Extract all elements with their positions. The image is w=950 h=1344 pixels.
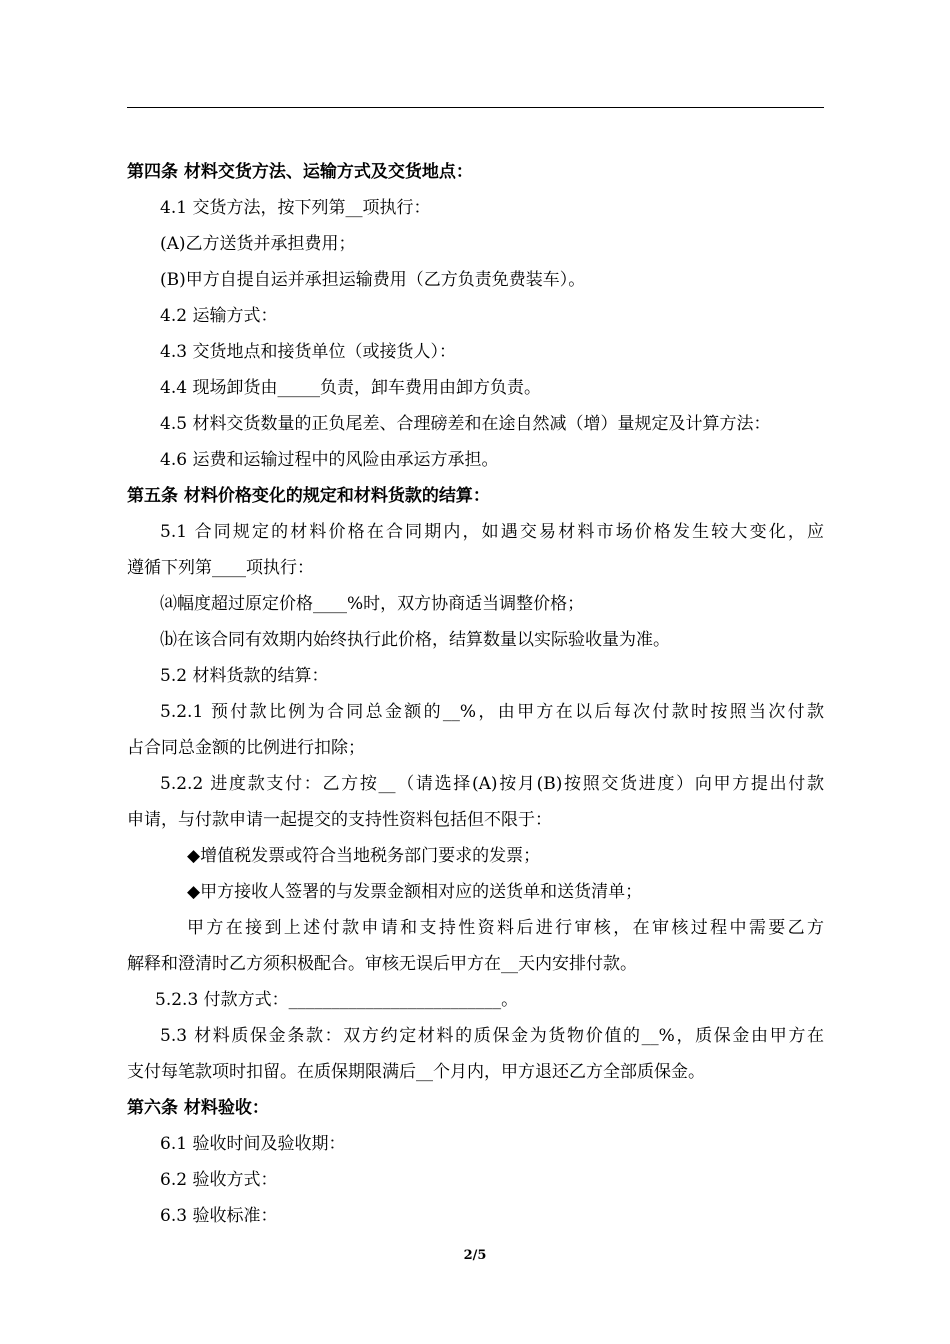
page-number: 2/5 <box>463 1248 487 1263</box>
clause-5-3-cont: 支付每笔款项时扣留。在质保期限满后__个月内，甲方退还乙方全部质保金。 <box>127 1062 705 1082</box>
clause-5-2-1: 5.2.1 预付款比例为合同总金额的__%，由甲方在以后每次付款时按照当次付款 <box>160 702 824 722</box>
clause-5-1: 5.1 合同规定的材料价格在合同期内，如遇交易材料市场价格发生较大变化，应 <box>160 522 824 542</box>
clause-5-3: 5.3 材料质保金条款：双方约定材料的质保金为货物价值的__%，质保金由甲方在 <box>160 1026 824 1046</box>
option-a: (A)乙方送货并承担费用； <box>160 234 356 254</box>
clause-5-2-3: 5.2.3 付款方式：_________________________。 <box>155 990 519 1010</box>
clause-5-1-cont: 遵循下列第____项执行： <box>127 558 314 578</box>
clause-5-2-2: 5.2.2 进度款支付：乙方按__（请选择(A)按月(B)按照交货进度）向甲方提出付款 <box>160 774 824 794</box>
clause-4-3: 4.3 交货地点和接货单位（或接货人）： <box>160 342 456 362</box>
option-5-b: ⒝在该合同有效期内始终执行此价格，结算数量以实际验收量为准。 <box>160 630 670 650</box>
clause-6-2: 6.2 验收方式： <box>160 1170 278 1190</box>
clause-5-2: 5.2 材料货款的结算： <box>160 666 329 686</box>
section-5-heading: 第五条 材料价格变化的规定和材料货款的结算： <box>127 486 490 506</box>
clause-6-3: 6.3 验收标准： <box>160 1206 278 1226</box>
clause-4-4: 4.4 现场卸货由_____负责，卸车费用由卸方负责。 <box>160 378 541 398</box>
section-6-heading: 第六条 材料验收： <box>127 1098 269 1118</box>
clause-5-2-2-cont: 申请，与付款申请一起提交的支持性资料包括但不限于： <box>127 810 552 830</box>
option-5-a: ⒜幅度超过原定价格____%时，双方协商适当调整价格； <box>160 594 585 614</box>
clause-4-6: 4.6 运费和运输过程中的风险由承运方承担。 <box>160 450 499 470</box>
clause-5-2-1-cont: 占合同总金额的比例进行扣除； <box>127 738 365 758</box>
bullet-delivery-note: ◆甲方接收人签署的与发票金额相对应的送货单和送货清单； <box>187 882 643 902</box>
header-rule <box>127 107 824 108</box>
bullet-invoice: ◆增值税发票或符合当地税务部门要求的发票； <box>187 846 541 866</box>
clause-4-2: 4.2 运输方式： <box>160 306 278 326</box>
section-4-heading: 第四条 材料交货方法、运输方式及交货地点： <box>127 162 473 182</box>
clause-4-1: 4.1 交货方法，按下列第__项执行： <box>160 198 431 218</box>
review-paragraph: 甲方在接到上述付款申请和支持性资料后进行审核，在审核过程中需要乙方 <box>187 918 824 938</box>
review-paragraph-cont: 解释和澄清时乙方须积极配合。审核无误后甲方在__天内安排付款。 <box>127 954 637 974</box>
clause-4-5: 4.5 材料交货数量的正负尾差、合理磅差和在途自然减（增）量规定及计算方法： <box>160 414 771 434</box>
option-b: (B)甲方自提自运并承担运输费用（乙方负责免费装车）。 <box>160 270 586 290</box>
clause-6-1: 6.1 验收时间及验收期： <box>160 1134 346 1154</box>
